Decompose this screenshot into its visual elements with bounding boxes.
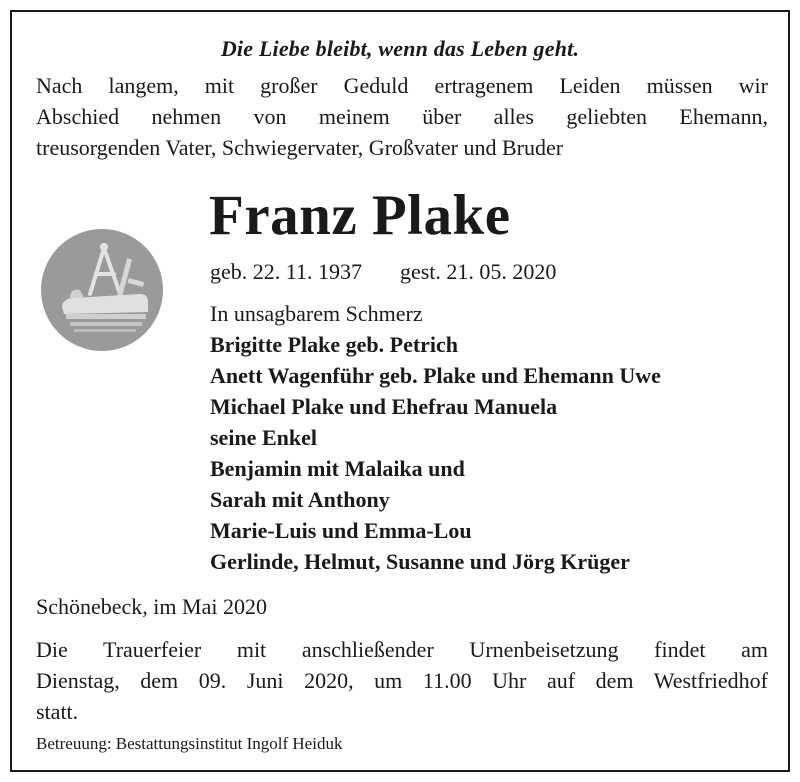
funeral-line: Dienstag, dem 09. Juni 2020, um 11.00 Uhr auf dem Westfriedhof bbox=[36, 668, 768, 693]
carpenter-tools-emblem-icon bbox=[40, 228, 164, 352]
obituary-notice bbox=[10, 10, 790, 772]
grief-line: In unsagbarem Schmerz bbox=[210, 301, 423, 326]
mourner-line: seine Enkel bbox=[210, 425, 317, 450]
intro-line: Abschied nehmen von meinem über alles geliebten Ehemann, bbox=[36, 104, 768, 129]
intro-line: Nach langem, mit großer Geduld ertragenem Leiden müssen wir bbox=[36, 73, 768, 98]
funeral-line: statt. bbox=[36, 699, 79, 724]
mourner-line: Michael Plake und Ehefrau Manuela bbox=[210, 394, 558, 419]
mourner-line: Marie-Luis und Emma-Lou bbox=[210, 518, 472, 543]
mourner-line: Sarah mit Anthony bbox=[210, 487, 390, 512]
mourner-line: Anett Wagenführ geb. Plake und Ehemann Uwe bbox=[210, 363, 661, 388]
birth-date: geb. 22. 11. 1937 bbox=[210, 259, 362, 284]
motto: Die Liebe bleibt, wenn das Leben geht. bbox=[220, 36, 580, 61]
life-dates bbox=[210, 259, 556, 285]
mourners-block bbox=[210, 298, 661, 577]
funeral-home: Betreuung: Bestattungsinstitut Ingolf Heiduk bbox=[36, 734, 343, 753]
funeral-line: Die Trauerfeier mit anschließender Urnenbeisetzung findet am bbox=[36, 637, 768, 662]
intro-line: treusorgenden Vater, Schwiegervater, Großvater und Bruder bbox=[36, 135, 564, 160]
intro-text bbox=[36, 70, 768, 163]
place-date: Schönebeck, im Mai 2020 bbox=[36, 594, 267, 619]
deceased-name: Franz Plake bbox=[209, 184, 511, 247]
mourner-line: Brigitte Plake geb. Petrich bbox=[210, 332, 459, 357]
funeral-info bbox=[36, 634, 768, 727]
mourner-line: Benjamin mit Malaika und bbox=[210, 456, 465, 481]
death-date: gest. 21. 05. 2020 bbox=[399, 259, 557, 284]
mourner-line: Gerlinde, Helmut, Susanne und Jörg Krüger bbox=[210, 549, 630, 574]
